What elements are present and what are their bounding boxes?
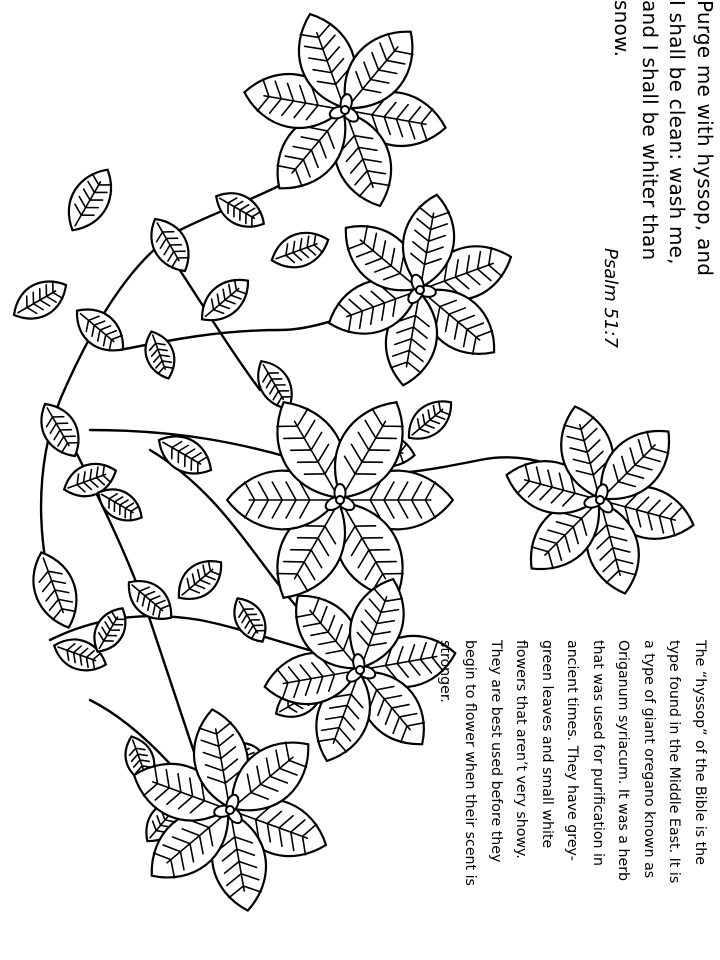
verse-line-1: Purge me with hyssop, and [693, 0, 717, 277]
leaf [209, 184, 271, 236]
info-text [432, 640, 712, 958]
leaf [67, 298, 134, 361]
leaf [400, 391, 461, 448]
flower-center [341, 106, 349, 114]
leaf [31, 396, 89, 464]
leaf [266, 224, 333, 275]
verse-line-2: I shall be clean: wash me, [665, 0, 690, 265]
leaf [139, 327, 182, 383]
verse-line-3: and I shall be whiter than [638, 0, 662, 261]
leaf [6, 271, 74, 329]
info-line-1: The “hyssop” of the Bible is the [692, 640, 708, 865]
flower-center [356, 666, 364, 674]
flower-center [416, 286, 424, 294]
info-line-6: ancient times. They have grey- [564, 640, 581, 861]
flower-center [596, 496, 604, 504]
info-line-3: a type of giant oregano known as [641, 640, 657, 879]
info-line-7: green leaves and small white [539, 640, 555, 849]
leaf [57, 161, 123, 240]
info-line-11: stronger. [437, 640, 453, 703]
leaf [226, 592, 274, 649]
leaf [169, 551, 231, 610]
info-line-5: that was used for purification in [590, 640, 606, 866]
info-line-10: begin to flower when their scent is [462, 640, 479, 886]
info-line-4: Origanum syriacum. It was a herb [615, 640, 632, 882]
info-line-2: type found in the Middle East. It is [666, 640, 683, 884]
verse-citation: Psalm 51:7 [600, 248, 621, 348]
info-line-8: flowers that aren’t very showy. [513, 640, 530, 859]
flower-center [336, 496, 344, 504]
leaf [192, 269, 258, 331]
leaf [23, 546, 88, 635]
info-line-9: They are best used before they [488, 640, 504, 863]
verse-line-4: snow. [610, 0, 635, 58]
leaf [141, 211, 199, 279]
flower-center [226, 806, 234, 814]
